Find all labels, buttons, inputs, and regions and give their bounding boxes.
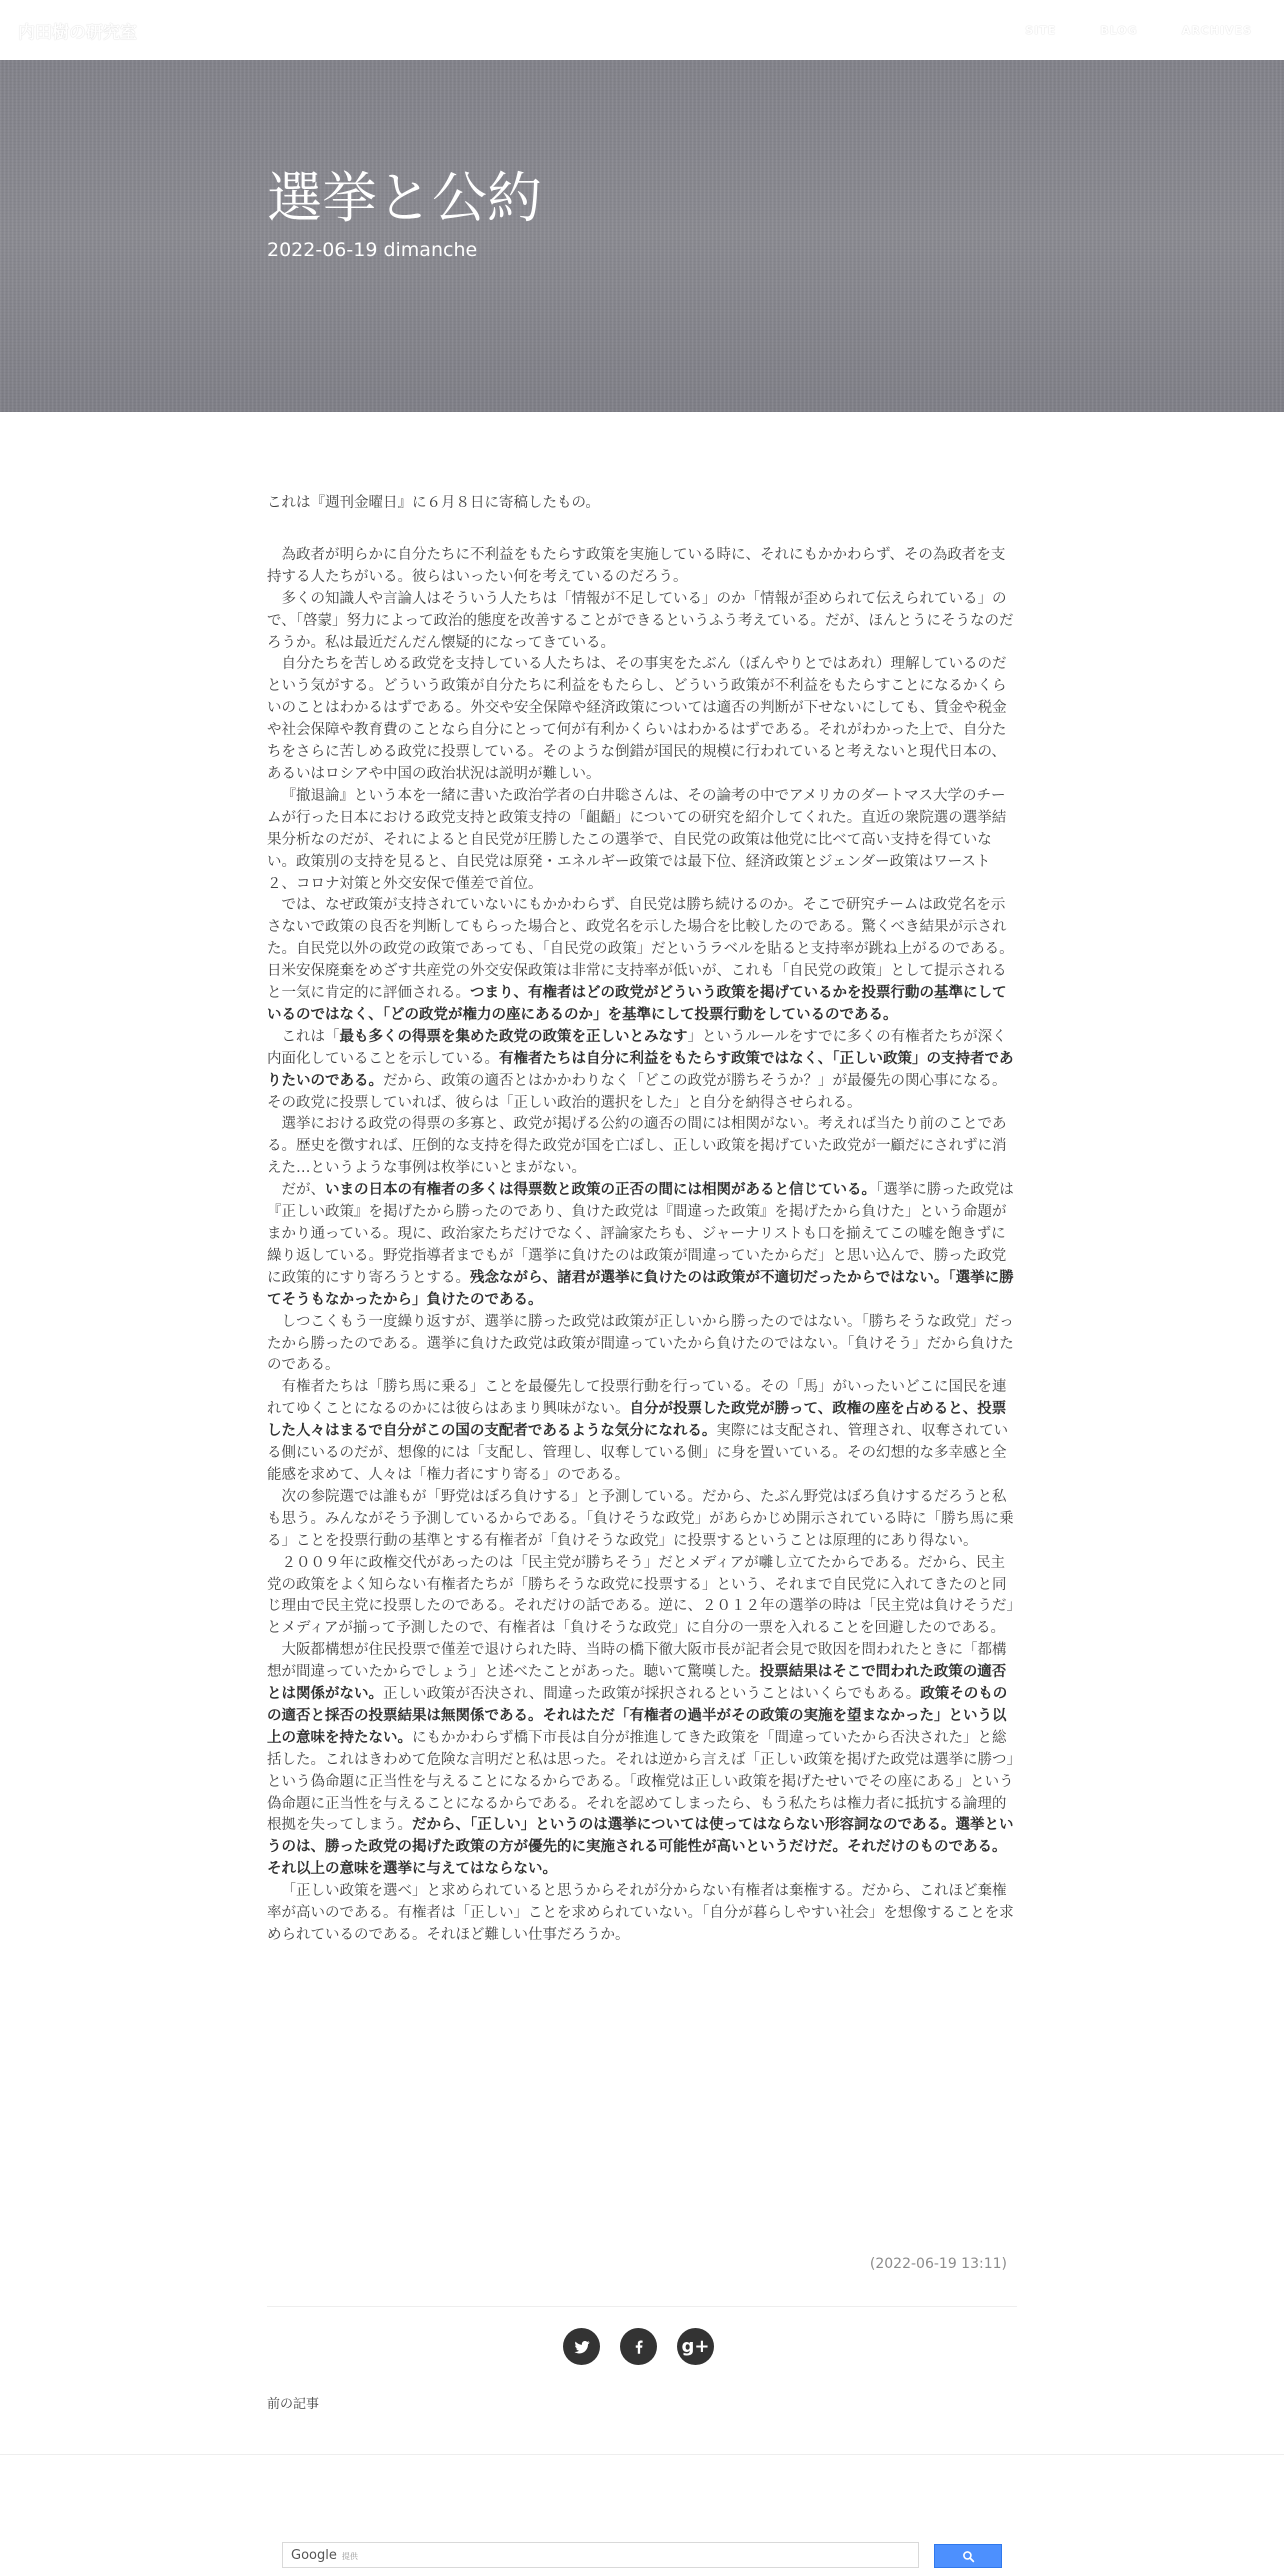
emphasized-text: 最も多くの得票を集めた政党の政策を正しいとみなす xyxy=(339,1028,688,1045)
search-brand-label xyxy=(291,2548,358,2563)
post-paragraph xyxy=(267,1881,1017,1947)
share-buttons xyxy=(563,2328,734,2365)
paragraph-text: 次の参院選では誰もが「野党はぼろ負けする」と予測している。だから、たぶん野党はぼろ負けするだろうと私も思う。みんながそう予測しているからである。「負けそうな政党」があらかじめ開示されている時に「勝ち馬に乗る」ことを投票行動の基準とする有権者が「負けそうな政党」に投票するということは原理的にあり得ない。 xyxy=(267,1488,1014,1549)
paragraph-text: 「選挙に勝った政党は『正しい政策』を掲げたから勝ったのであり、負けた政党は『間違った政策』を掲げたから負けた」という命題がまかり通っている。現に、政治家たちだけでなく、評論家たちも、ジャーナリストも口を揃えてこの嘘を飽きずに繰り返している。野党指導者までもが「選挙に負けたのは政策が間違っていたからだ」と思い込んで、勝った政党に政策的にすり寄ろうとする。 xyxy=(267,1182,1014,1286)
search-icon xyxy=(962,2550,975,2563)
post-paragraph xyxy=(267,1487,1017,1553)
post-body xyxy=(267,493,1017,1947)
paragraph-text: 多くの知識人や言論人はそういう人たちは「情報が不足している」のか「情報が歪められて伝えられている」ので、「啓蒙」努力によって政治的態度を改善することができるというふう考えている。だが、ほんとうにそうなのだろうか。私は最近だんだん懐疑的になってきている。 xyxy=(267,590,1014,651)
post-paragraph xyxy=(267,1377,1017,1487)
emphasized-text: 投票結果はそこで問われた政策の適否とは関係がない。 xyxy=(267,1664,1007,1703)
post-hero-banner xyxy=(0,60,1284,412)
post-paragraph xyxy=(267,654,1017,785)
emphasized-text: 自分が投票した政党が勝って、政権の座を占めると、投票した人々はまるで自分がこの国の支配者であるような気分になれる。 xyxy=(267,1401,1007,1440)
paragraph-text: 『撤退論』という本を一緒に書いた政治学者の白井聡さんは、その論考の中でアメリカのダートマス大学のチームが行った日本における政党支持と政策支持の「齟齬」についての研究を紹介してくれた。直近の衆院選の選挙結果分析なのだが、それによると自民党が圧勝したこの選挙で、自民党の政策は他党に比べて高い支持を得ていない。政策別の支持を見ると、自民党は原発・エネルギー政策では最下位、経済政策とジェンダー政策はワースト２、コロナ対策と外交安保で僅差で首位。 xyxy=(267,787,1007,892)
emphasized-text: 政策そのものの適否と採否の投票結果は無関係である。それはただ「有権者の過半がその政策の実施を望まなかった」という以上の意味を持たない。 xyxy=(267,1686,1008,1746)
paragraph-text: 為政者が明らかに自分たちに不利益をもたらす政策を実施している時に、それにもかかわらず、その為政者を支持する人たちがいる。彼らはいったい何を考えているのだろう。 xyxy=(267,546,1006,585)
paragraph-text: だが、 xyxy=(281,1182,325,1199)
search-button[interactable] xyxy=(934,2544,1002,2568)
twitter-bird-glyph xyxy=(573,2338,591,2356)
emphasized-text: だから、「正しい」というのは選挙については使ってはならない形容詞なのである。選挙というのは、勝った政党の掲げた政策の方が優先的に実施される可能性が高いというだけだ。それだけのものである。それ以上の意味を選挙に与えてはならない。 xyxy=(267,1817,1014,1878)
paragraph-text: 選挙における政党の得票の多寡と、政党が掲げる公約の適否の間には相関がない。考えれば当たり前のことである。歴史を徴すれば、圧倒的な支持を得た政党が国を亡ぼし、正しい政策を掲げていた政党が一顧だにされずに消えた…というような事例は枚挙にいとまがない。 xyxy=(267,1116,1007,1177)
paragraph-text: しつこくもう一度繰り返すが、選挙に勝った政党は政策が正しいから勝ったのではない。「勝ちそうな政党」だったから勝ったのである。選挙に負けた政党は政策が間違っていたから負けたのではない。「負けそう」だから負けたのである。 xyxy=(267,1313,1014,1374)
paragraph-text: 実際には支配され、管理され、収奪されている側にいるのだが、想像的には「支配し、管理し、収奪している側」に身を置いている。その幻想的な多幸感と全能感を求めて、人々は「権力者にすり寄る」のである。 xyxy=(267,1423,1009,1483)
paragraph-text: 自分たちを苦しめる政党を支持している人たちは、その事実をたぶん（ぼんやりとではあれ）理解しているのだという気がする。どういう政策が自分たちに利益をもたらし、どういう政策が不利益をもたらすことになるかくらいのことはわかるはずである。外交や安全保障や経済政策については適否の判断が下せないにしても、賃金や税金や社会保障や教育費のことなら自分にとって何が有利かくらいはわかるはずである。それがわかった上で、自分たちをさらに苦しめる政党に投票している。そのような倒錯が国民的規模に行われていると考えないと現代日本の、あるいはロシアや中国の政治状況は説明が難しい。 xyxy=(267,656,1007,782)
nav-link-site[interactable]: SITE xyxy=(1025,23,1057,37)
post-intro: これは『週刊金曜日』に６月８日に寄稿したもの。 xyxy=(267,495,600,511)
post-paragraph xyxy=(267,1027,1017,1115)
post-paragraph xyxy=(267,895,1017,1026)
footer-divider xyxy=(0,2454,1284,2455)
post-title: 選挙と公約 xyxy=(267,166,543,230)
post-paragraph xyxy=(267,1640,1017,1881)
divider xyxy=(267,2306,1017,2307)
twitter-icon[interactable] xyxy=(563,2328,600,2365)
post-paragraph xyxy=(267,545,1017,589)
post-paragraph xyxy=(267,1114,1017,1180)
post-paragraph xyxy=(267,1180,1017,1311)
paragraph-text: にもかかわらず橋下市長は自分が推進してきた政策を「間違っていたから否決された」と総括した。これはきわめて危険な言明だと私は思った。それは逆から言えば「正しい政策を掲げた政党は選挙に勝つ」という偽命題に正当性を与えることになるからである。「政権党は正しい政策を掲げたせいでその座にある」という偽命題に正当性を与えることになるからである。それを認めてしまったら、もう私たちは権力者に抵抗する論理的根拠を失ってしまう。 xyxy=(267,1729,1014,1834)
top-navbar xyxy=(0,0,1284,60)
emphasized-text: 有権者たちは自分に利益をもたらす政策ではなく、「正しい政策」の支持者でありたいのである。 xyxy=(267,1050,1014,1089)
post-paragraph xyxy=(267,1553,1017,1641)
paragraph-text: 有権者たちは「勝ち馬に乗る」ことを最優先して投票行動を行っている。その「馬」がいったいどこに国民を連れてゆくことになるのかには彼らはあまり興味がない。 xyxy=(267,1379,1007,1418)
paragraph-text: では、なぜ政策が支持されていないにもかかわらず、自民党は勝ち続けるのか。そこで研究チームは政党名を示さないで政策の良否を判断してもらった場合と、政党名を示した場合を比較したのである。驚くべき結果が示された。自民党以外の政党の政策であっても、「自民党の政策」だというラベルを貼ると支持率が跳ね上がるのである。日米安保廃棄をめざす共産党の外交安保政策は非常に支持率が低いが、これも「自民党の政策」として提示されると一気に肯定的に評価される。 xyxy=(267,897,1014,1002)
search-brand-name: Google xyxy=(291,2548,337,2563)
facebook-icon[interactable] xyxy=(620,2328,657,2365)
post-timestamp: (2022-06-19 13:11) xyxy=(869,2256,1007,2272)
paragraph-text: 「正しい政策を選べ」と求められていると思うからそれが分からない有権者は棄権する。だから、これほど棄権率が高いのである。有権者は「正しい」ことを求められていない。「自分が暮らしやすい社会」を想像することを求められているのである。それほど難しい仕事だろうか。 xyxy=(267,1883,1014,1943)
paragraph-text: 正しい政策が否決され、間違った政策が採択されるということはいくらでもある。 xyxy=(383,1686,921,1703)
paragraph-text: だから、政策の適否とはかかわりなく「どこの政党が勝ちそうか？」が最優先の関心事になる。その政党に投票していれば、彼らは「正しい政治的選択をした」と自分を納得させられる。 xyxy=(267,1072,1007,1111)
emphasized-text: つまり、有権者はどの政党がどういう政策を掲げているかを投票行動の基準にしているのではなく、「どの政党が権力の座にあるのか」を基準にして投票行動をしているのである。 xyxy=(267,985,1007,1023)
prev-post-link[interactable]: 前の記事 xyxy=(267,2397,320,2412)
paragraph-text: 」というルールをすでに多くの有権者たちが深く内面化していることを示している。 xyxy=(267,1028,1007,1067)
post-paragraph xyxy=(267,589,1017,655)
paragraph-text: 大阪都構想が住民投票で僅差で退けられた時、当時の橋下徹大阪市長が記者会見で敗因を問われたときに「都構想が間違っていたからでしょう」と述べたことがあった。聴いて驚嘆した。 xyxy=(267,1642,1007,1681)
nav-link-blog[interactable]: BLOG xyxy=(1100,23,1138,37)
site-brand-link[interactable]: 内田樹の研究室 xyxy=(18,23,137,43)
nav-links xyxy=(1013,0,1284,60)
post-paragraph xyxy=(267,786,1017,896)
post-paragraph xyxy=(267,1312,1017,1378)
facebook-f-glyph xyxy=(630,2338,648,2356)
search-input[interactable] xyxy=(282,2542,919,2568)
post-paragraphs xyxy=(267,545,1017,1947)
emphasized-text: 残念ながら、諸君が選挙に負けたのは政策が不適切だったからではない。「選挙に勝てそうもなかったから」負けたのである。 xyxy=(267,1269,1014,1308)
paragraph-text: ２００９年に政権交代があったのは「民主党が勝ちそう」だとメディアが囃し立てたからである。だから、民主党の政策をよく知らない有権者たちが「勝ちそうな政党に投票する」という、それまで自民党に入れてきたのと同じ理由で民主党に投票したのである。それだけの話である。逆に、２０１２年の選挙の時は「民主党は負けそうだ」とメディアが揃って予測したので、有権者は「負けそうな政党」に自分の一票を入れることを回避したのである。 xyxy=(267,1554,1014,1637)
search-brand-sub: 提供 xyxy=(341,2552,358,2561)
paragraph-text: これは「 xyxy=(281,1028,340,1045)
nav-link-archives[interactable]: ARCHIVES xyxy=(1181,23,1252,37)
google-plus-icon[interactable]: g+ xyxy=(677,2328,714,2365)
post-date-meta: 2022-06-19 dimanche xyxy=(267,239,478,261)
emphasized-text: いまの日本の有権者の多くは得票数と政策の正否の間には相関があると信じている。 xyxy=(325,1182,876,1199)
